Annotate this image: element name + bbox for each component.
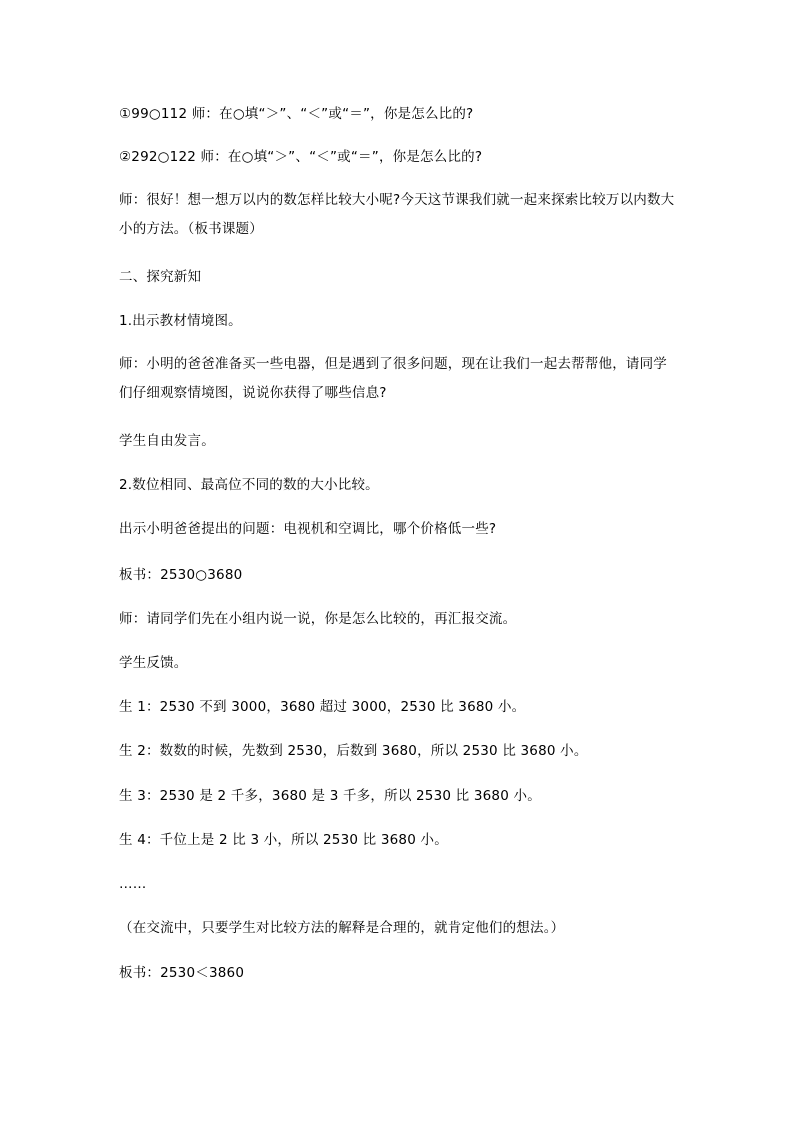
paragraph-introduce-topic: 师：很好！想一想万以内的数怎样比较大小呢?今天这节课我们就一起来探索比较万以内数大小的方法。（板书课题） xyxy=(119,192,675,237)
paragraph-student-1: 生 1：2530 不到 3000，3680 超过 3000，2530 比 3680 小。 xyxy=(119,699,526,715)
paragraph-student-2: 生 2：数数的时候，先数到 2530，后数到 3680，所以 2530 比 3680 小。 xyxy=(119,743,588,759)
paragraph-compare-292-122: ②292○122 师：在○填“＞”、“＜”或“＝”，你是怎么比的? xyxy=(119,149,483,165)
paragraph-teacher-scenario: 师：小明的爸爸准备买一些电器，但是遇到了很多问题，现在让我们一起去帮帮他，请同学们仔细观察情境图，说说你获得了哪些信息? xyxy=(119,356,667,401)
section-heading-explore: 二、探究新知 xyxy=(119,269,202,285)
paragraph-student-4: 生 4：千位上是 2 比 3 小，所以 2530 比 3680 小。 xyxy=(119,832,448,848)
paragraph-step-1: 1.出示教材情境图。 xyxy=(119,313,242,329)
paragraph-ellipsis: …… xyxy=(119,876,147,892)
paragraph-step-2: 2.数位相同、最高位不同的数的大小比较。 xyxy=(119,477,379,493)
paragraph-feedback: 学生反馈。 xyxy=(119,655,188,671)
paragraph-board-result: 板书：2530＜3860 xyxy=(119,965,245,981)
paragraph-note: （在交流中，只要学生对比较方法的解释是合理的，就肯定他们的想法。） xyxy=(119,920,565,936)
paragraph-students-speak: 学生自由发言。 xyxy=(119,433,215,449)
paragraph-board-compare: 板书：2530○3680 xyxy=(119,567,243,583)
paragraph-student-3: 生 3：2530 是 2 千多，3680 是 3 千多，所以 2530 比 3680 小。 xyxy=(119,788,541,804)
paragraph-compare-99-112: ①99○112 师：在○填“＞”、“＜”或“＝”，你是怎么比的? xyxy=(119,106,474,122)
paragraph-question: 出示小明爸爸提出的问题：电视机和空调比，哪个价格低一些? xyxy=(119,521,497,537)
paragraph-teacher-discuss: 师：请同学们先在小组内说一说，你是怎么比较的，再汇报交流。 xyxy=(119,611,517,627)
